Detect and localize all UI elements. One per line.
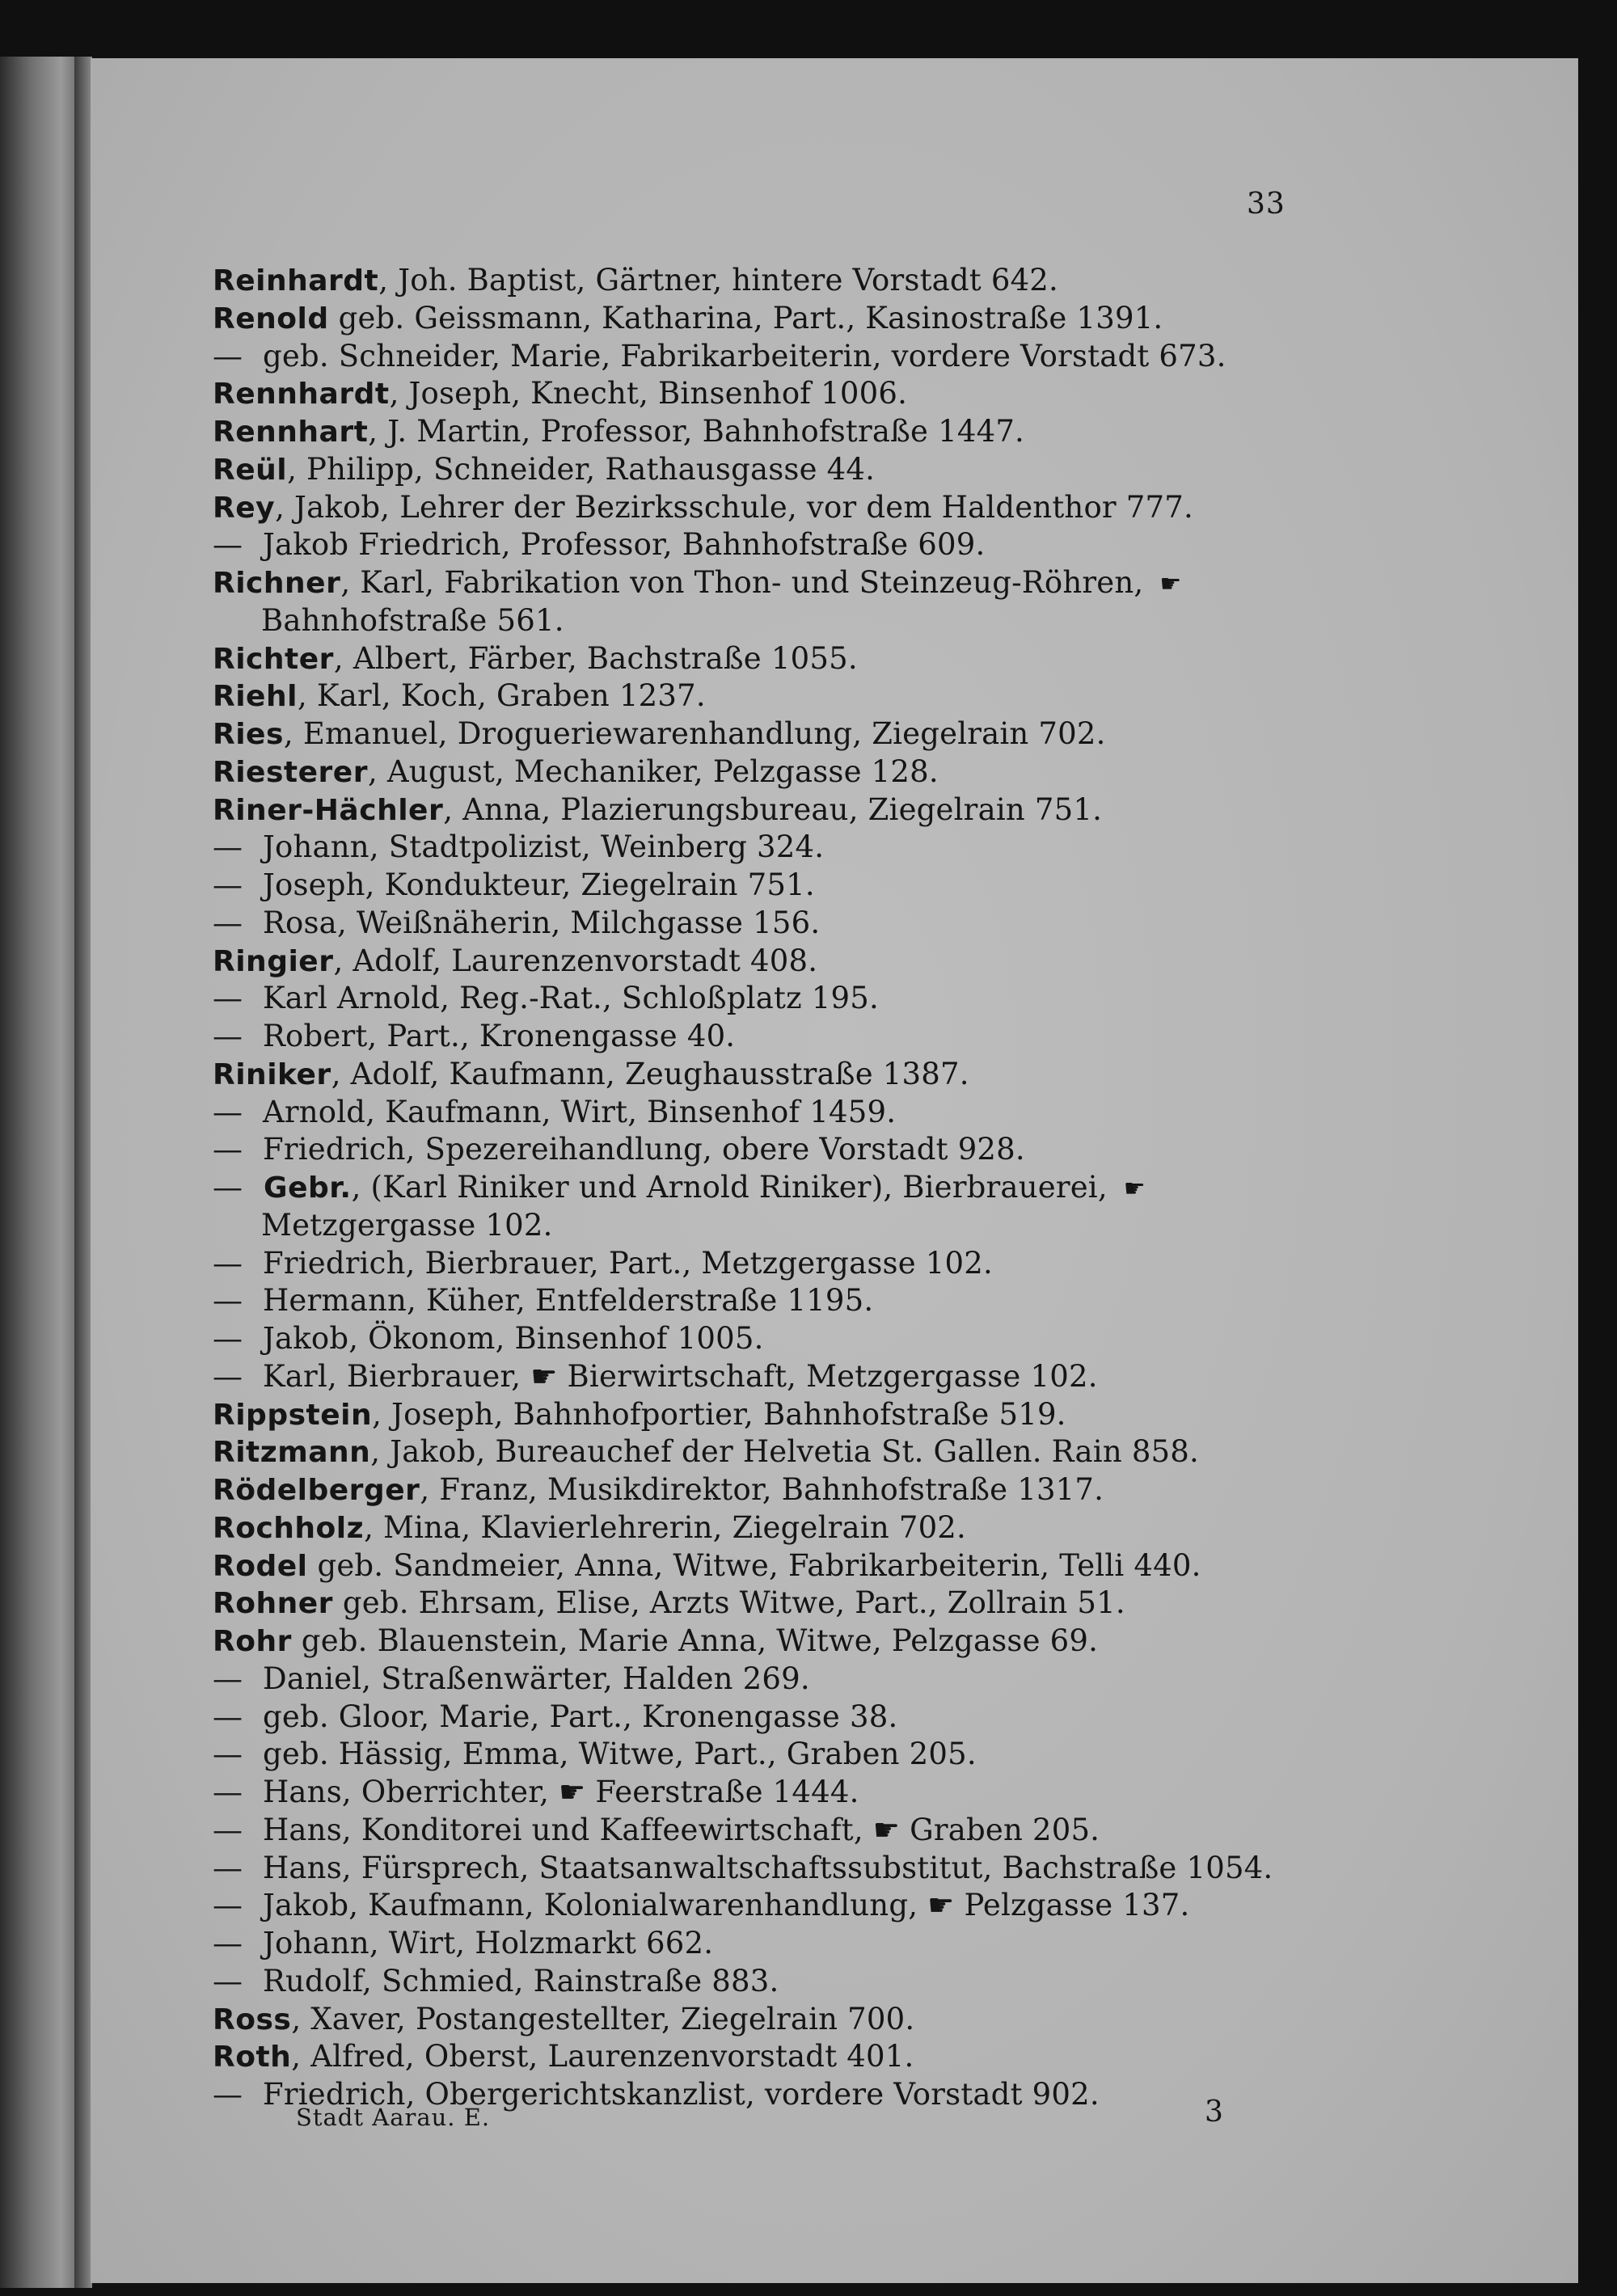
directory-entry xyxy=(213,262,1393,300)
directory-entry xyxy=(213,1056,1393,1094)
entry-details: , J. Martin, Professor, Bahnhofstraße 1447. xyxy=(368,414,1025,449)
entry-details: geb. Ehrsam, Elise, Arzts Witwe, Part., Zollrain 51. xyxy=(332,1585,1125,1621)
entry-surname: Riehl xyxy=(213,680,298,714)
directory-entry xyxy=(213,413,1393,451)
entry-surname: Ross xyxy=(213,2003,292,2036)
entry-surname: Riner-Hächler xyxy=(213,793,444,827)
entry-details: Rosa, Weißnäherin, Milchgasse 156. xyxy=(253,905,821,940)
entry-details: , Mina, Klavierlehrerin, Ziegelrain 702. xyxy=(364,1509,967,1545)
directory-entry xyxy=(213,1245,1393,1283)
ditto-dash: — xyxy=(213,829,243,865)
entry-details: Joseph, Kondukteur, Ziegelrain 751. xyxy=(253,867,815,902)
directory-entry xyxy=(213,1358,1393,1396)
entry-details: , Xaver, Postangestellter, Ziegelrain 700. xyxy=(291,2001,915,2036)
entry-details: Hans, Konditorei und Kaffeewirtschaft, ☛ Graben 205. xyxy=(253,1812,1100,1847)
entry-details: Bahnhofstraße 561. xyxy=(261,602,564,638)
directory-entry xyxy=(213,640,1393,678)
entry-details: Friedrich, Spezereihandlung, obere Vorstadt 928. xyxy=(253,1132,1025,1167)
directory-entry xyxy=(213,1661,1393,1699)
signature-number: 3 xyxy=(1205,2096,1223,2129)
entry-surname: Reül xyxy=(213,453,288,487)
entry-details: Daniel, Straßenwärter, Halden 269. xyxy=(253,1661,810,1696)
ditto-dash: — xyxy=(213,1888,243,1923)
ditto-dash: — xyxy=(213,1170,243,1205)
entry-details: Karl Arnold, Reg.-Rat., Schloßplatz 195. xyxy=(253,981,879,1016)
entry-surname: Reinhardt xyxy=(213,264,379,298)
directory-entry xyxy=(213,715,1393,753)
directory-entry xyxy=(213,1131,1393,1169)
directory-entry xyxy=(213,1850,1393,1888)
directory-entry xyxy=(213,1812,1393,1850)
entry-details: Hans, Fürsprech, Staatsanwaltschaftssubstitut, Bachstraße 1054. xyxy=(253,1850,1273,1885)
ditto-dash: — xyxy=(213,1737,243,1772)
entry-details: , Philipp, Schneider, Rathausgasse 44. xyxy=(287,451,876,487)
ditto-dash: — xyxy=(213,1926,243,1960)
entry-surname: Rodel xyxy=(213,1549,308,1583)
entry-details: Jakob, Ökonom, Binsenhof 1005. xyxy=(253,1321,764,1356)
ditto-dash: — xyxy=(213,1019,243,1053)
entry-details: geb. Schneider, Marie, Fabrikarbeiterin, vordere Vorstadt 673. xyxy=(253,338,1226,374)
entry-surname: Rippstein xyxy=(213,1398,373,1432)
ditto-dash: — xyxy=(213,1850,243,1885)
entry-details: Rudolf, Schmied, Rainstraße 883. xyxy=(253,1963,779,1998)
directory-entry xyxy=(213,1509,1393,1547)
entry-surname: Richter xyxy=(213,642,334,676)
entry-surname: Rochholz xyxy=(213,1511,365,1545)
directory-entry xyxy=(213,2001,1393,2039)
entry-surname: Ringier xyxy=(213,944,334,978)
directory-entry xyxy=(213,1282,1393,1320)
entry-surname: Ries xyxy=(213,718,284,751)
entry-details: geb. Blauenstein, Marie Anna, Witwe, Pelzgasse 69. xyxy=(291,1623,1099,1658)
entry-surname: Richner xyxy=(213,567,341,600)
directory-entry xyxy=(213,1925,1393,1963)
ditto-dash: — xyxy=(213,1283,243,1319)
directory-entries xyxy=(213,262,1393,2114)
entry-details: Johann, Wirt, Holzmarkt 662. xyxy=(253,1926,714,1960)
entry-details: , Anna, Plazierungsbureau, Ziegelrain 751. xyxy=(443,791,1103,827)
entry-details: Jakob, Kaufmann, Kolonialwarenhandlung, ☛ Pelzgasse 137. xyxy=(253,1888,1190,1923)
entry-surname: Rohner xyxy=(213,1587,333,1621)
entry-continuation xyxy=(213,602,1393,640)
directory-entry xyxy=(213,451,1393,489)
entry-details: Johann, Stadtpolizist, Weinberg 324. xyxy=(253,829,825,865)
entry-details: geb. Geissmann, Katharina, Part., Kasinostraße 1391. xyxy=(328,300,1163,336)
page-gutter xyxy=(74,57,92,2288)
entry-details: Hermann, Küher, Entfelderstraße 1195. xyxy=(253,1283,874,1319)
pointing-hand-icon: ☛ xyxy=(1159,570,1182,599)
entry-details: geb. Sandmeier, Anna, Witwe, Fabrikarbeiterin, Telli 440. xyxy=(307,1547,1201,1583)
directory-entry xyxy=(213,2038,1393,2076)
entry-details: , Adolf, Laurenzenvorstadt 408. xyxy=(333,943,818,978)
directory-entry xyxy=(213,1699,1393,1737)
directory-entry xyxy=(213,829,1393,867)
printer-signature: Stadt Aarau. E. xyxy=(296,2104,491,2131)
directory-entry xyxy=(213,1585,1393,1623)
entry-details: , Emanuel, Drogueriewarenhandlung, Ziegelrain 702. xyxy=(283,716,1106,751)
entry-details: , Franz, Musikdirektor, Bahnhofstraße 1317. xyxy=(420,1472,1104,1507)
ditto-dash: — xyxy=(213,867,243,902)
entry-details: Friedrich, Bierbrauer, Part., Metzgergasse 102. xyxy=(253,1245,993,1281)
entry-surname: Rey xyxy=(213,491,276,525)
entry-details: , Albert, Färber, Bachstraße 1055. xyxy=(333,640,858,676)
directory-entry xyxy=(213,753,1393,791)
ditto-dash: — xyxy=(213,1963,243,1998)
entry-details: geb. Gloor, Marie, Part., Kronengasse 38. xyxy=(253,1699,898,1734)
entry-details: , Joseph, Bahnhofportier, Bahnhofstraße 519. xyxy=(372,1396,1066,1432)
entry-details: geb. Hässig, Emma, Witwe, Part., Graben 205. xyxy=(253,1737,977,1772)
entry-details: , Jakob, Lehrer der Bezirksschule, vor dem Haldenthor 777. xyxy=(275,489,1193,525)
directory-entry xyxy=(213,300,1393,338)
entry-details: Friedrich, Obergerichtskanzlist, vordere Vorstadt 902. xyxy=(253,2077,1100,2112)
directory-entry xyxy=(213,791,1393,829)
entry-details: , Jakob, Bureauchef der Helvetia St. Gallen. Rain 858. xyxy=(370,1434,1200,1470)
ditto-dash: — xyxy=(213,1132,243,1167)
ditto-dash: — xyxy=(213,338,243,374)
directory-entry xyxy=(213,1396,1393,1434)
ditto-dash: — xyxy=(213,981,243,1016)
entry-surname: Rennhardt xyxy=(213,378,390,412)
directory-entry xyxy=(213,1963,1393,2001)
ditto-dash: — xyxy=(213,1094,243,1129)
entry-details: , Joseph, Knecht, Binsenhof 1006. xyxy=(389,376,908,412)
entry-surname: Rödelberger xyxy=(213,1474,420,1507)
directory-entry xyxy=(213,1169,1393,1207)
ditto-dash: — xyxy=(213,527,243,563)
directory-entry xyxy=(213,1547,1393,1585)
directory-entry xyxy=(213,1433,1393,1471)
directory-entry xyxy=(213,375,1393,413)
directory-entry xyxy=(213,1094,1393,1132)
entry-details: Arnold, Kaufmann, Wirt, Binsenhof 1459. xyxy=(253,1094,897,1129)
directory-entry xyxy=(213,867,1393,905)
directory-entry xyxy=(213,1736,1393,1774)
entry-surname: Ritzmann xyxy=(213,1436,371,1470)
entry-surname: Roth xyxy=(213,2041,292,2074)
directory-entry xyxy=(213,1018,1393,1056)
entry-details: Hans, Oberrichter, ☛ Feerstraße 1444. xyxy=(253,1775,859,1809)
entry-surname: Rohr xyxy=(213,1625,292,1658)
directory-entry xyxy=(213,526,1393,564)
directory-entry xyxy=(213,338,1393,376)
entry-details: Robert, Part., Kronengasse 40. xyxy=(253,1019,736,1053)
ditto-dash: — xyxy=(213,905,243,940)
directory-entry xyxy=(213,905,1393,943)
entry-details: , Karl, Fabrikation von Thon- und Steinzeug-Röhren, xyxy=(340,565,1144,600)
entry-details: , Adolf, Kaufmann, Zeughausstraße 1387. xyxy=(331,1056,969,1091)
entry-surname: Renold xyxy=(213,302,329,336)
entry-details: Karl, Bierbrauer, ☛ Bierwirtschaft, Metzgergasse 102. xyxy=(253,1358,1098,1394)
directory-entry xyxy=(213,1774,1393,1812)
directory-entry xyxy=(213,1320,1393,1358)
directory-entry xyxy=(213,980,1393,1018)
directory-entry xyxy=(213,1887,1393,1925)
ditto-dash: — xyxy=(213,1245,243,1281)
pointing-hand-icon: ☛ xyxy=(1123,1175,1146,1204)
directory-entry xyxy=(213,1623,1393,1661)
directory-entry xyxy=(213,564,1393,602)
page-number: 33 xyxy=(1247,188,1286,221)
ditto-dash: — xyxy=(213,1775,243,1809)
ditto-dash: — xyxy=(213,1358,243,1394)
directory-entry xyxy=(213,677,1393,715)
entry-continuation xyxy=(213,1207,1393,1245)
ditto-dash: — xyxy=(213,1661,243,1696)
entry-details: , (Karl Riniker und Arnold Riniker), Bierbrauerei, xyxy=(351,1170,1108,1205)
ditto-dash: — xyxy=(213,2077,243,2112)
ditto-dash: — xyxy=(213,1812,243,1847)
entry-details: , Karl, Koch, Graben 1237. xyxy=(297,678,706,714)
entry-details: , Alfred, Oberst, Laurenzenvorstadt 401. xyxy=(291,2039,914,2074)
directory-entry xyxy=(213,943,1393,981)
entry-details: , August, Mechaniker, Pelzgasse 128. xyxy=(367,753,939,789)
entry-surname: Riesterer xyxy=(213,755,368,789)
entry-surname: Riniker xyxy=(213,1057,331,1091)
entry-details: , Joh. Baptist, Gärtner, hintere Vorstadt 642. xyxy=(378,263,1059,298)
entry-surname: Gebr. xyxy=(253,1171,352,1205)
directory-entry xyxy=(213,1471,1393,1509)
ditto-dash: — xyxy=(213,1321,243,1356)
directory-entry xyxy=(213,489,1393,527)
entry-surname: Rennhart xyxy=(213,416,369,449)
ditto-dash: — xyxy=(213,1699,243,1734)
document-page xyxy=(91,58,1578,2283)
entry-details: Jakob Friedrich, Professor, Bahnhofstraße 609. xyxy=(253,527,986,563)
entry-details: Metzgergasse 102. xyxy=(261,1207,553,1243)
